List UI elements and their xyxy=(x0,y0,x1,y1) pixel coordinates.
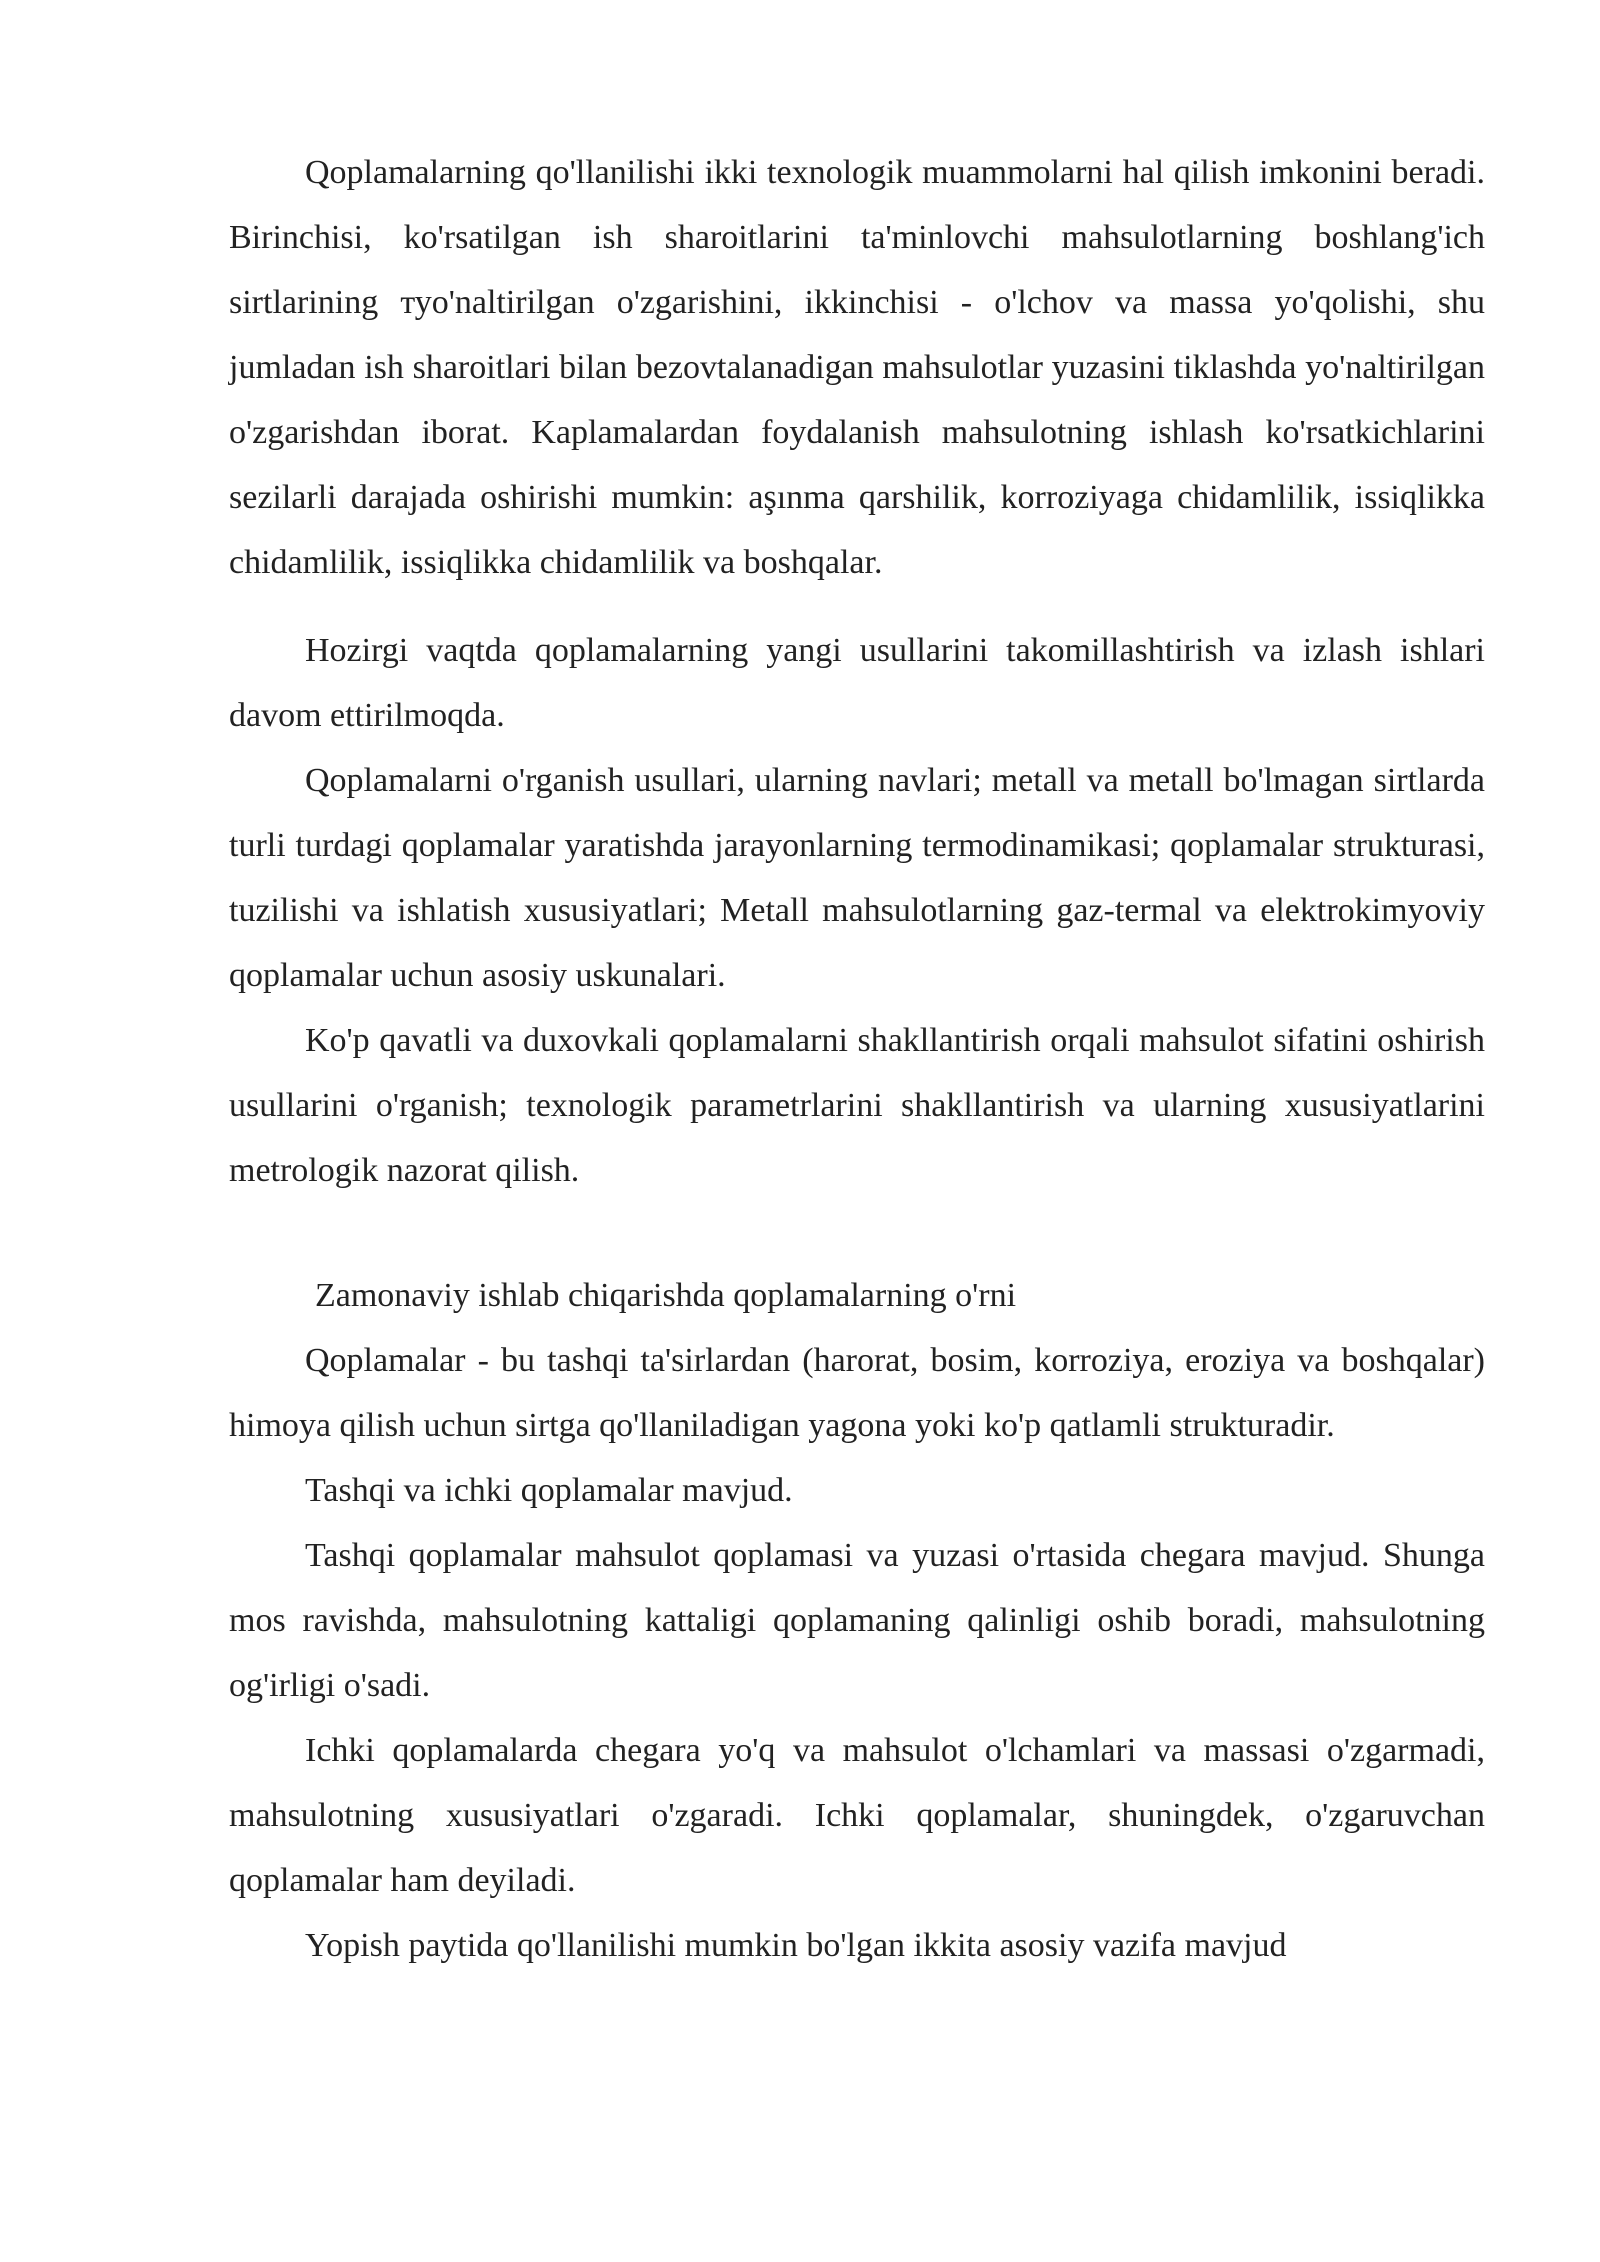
paragraph-coatings-definition: Qoplamalar - bu tashqi ta'sirlardan (harorat, bosim, korroziya, eroziya va boshqalar) himoya qilish uchun sirtga qo'llaniladigan yagona yoki ko'p qatlamli strukturadir. xyxy=(229,1342,1485,1444)
paragraph-internal-coatings: Ichki qoplamalarda chegara yo'q va mahsulot o'lchamlari va massasi o'zgarmadi, mahsulotning xususiyatlari o'zgaradi. Ichki qoplamalar, shuningdek, o'zgaruvchan qoplamalar ham deyiladi. xyxy=(229,1732,1485,1899)
document-body xyxy=(229,140,1485,1978)
paragraph-study-methods: Qoplamalarni o'rganish usullari, ularning navlari; metall va metall bo'lmagan sirtlarda turli turdagi qoplamalar yaratishda jarayonlarning termodinamikasi; qoplamalar strukturasi, tuzilishi va ishlatish xususiyatlari; Metall mahsulotlarning gaz-termal va elektrokimyoviy qoplamalar uchun asosiy uskunalari. xyxy=(229,762,1485,994)
paragraph-coatings-problems: Qoplamalarning qo'llanilishi ikki texnologik muammolarni hal qilish imkonini beradi. Birinchisi, ko'rsatilgan ish sharoitlarini ta'minlovchi mahsulotlarning boshlang'ich sirtlarining туo'naltirilgan o'zgarishini, ikkinchisi - o'lchov va massa yo'qolishi, shu jumladan ish sharoitlari bilan bezovtalanadigan mahsulotlar yuzasini tiklashda yo'naltirilgan o'zgarishdan iborat. Kaplamalardan foydalanish mahsulotning ishlash ko'rsatkichlarini sezilarli darajada oshirishi mumkin: aşınma qarshilik, korroziyaga chidamlilik, issiqlikka chidamlilik, issiqlikka chidamlilik va boshqalar. xyxy=(229,154,1485,581)
section-heading: Zamonaviy ishlab chiqarishda qoplamalarning o'rni xyxy=(315,1277,1017,1314)
paragraph-multilayer-coatings: Ko'p qavatli va duxovkali qoplamalarni shakllantirish orqali mahsulot sifatini oshirish usullarini o'rganish; texnologik parametrlarini shakllantirish va ularning xususiyatlarini metrologik nazorat qilish. xyxy=(229,1022,1485,1189)
paragraph-external-coatings: Tashqi qoplamalar mahsulot qoplamasi va yuzasi o'rtasida chegara mavjud. Shunga mos ravishda, mahsulotning kattaligi qoplamaning qalinligi oshib boradi, mahsulotning og'irligi o'sadi. xyxy=(229,1537,1485,1704)
paragraph-current-research: Hozirgi vaqtda qoplamalarning yangi usullarini takomillashtirish va izlash ishlari davom ettirilmoqda. xyxy=(229,632,1485,734)
paragraph-external-internal: Tashqi va ichki qoplamalar mavjud. xyxy=(305,1472,793,1509)
paragraph-two-tasks: Yopish paytida qo'llanilishi mumkin bo'lgan ikkita asosiy vazifa mavjud xyxy=(305,1927,1287,1964)
